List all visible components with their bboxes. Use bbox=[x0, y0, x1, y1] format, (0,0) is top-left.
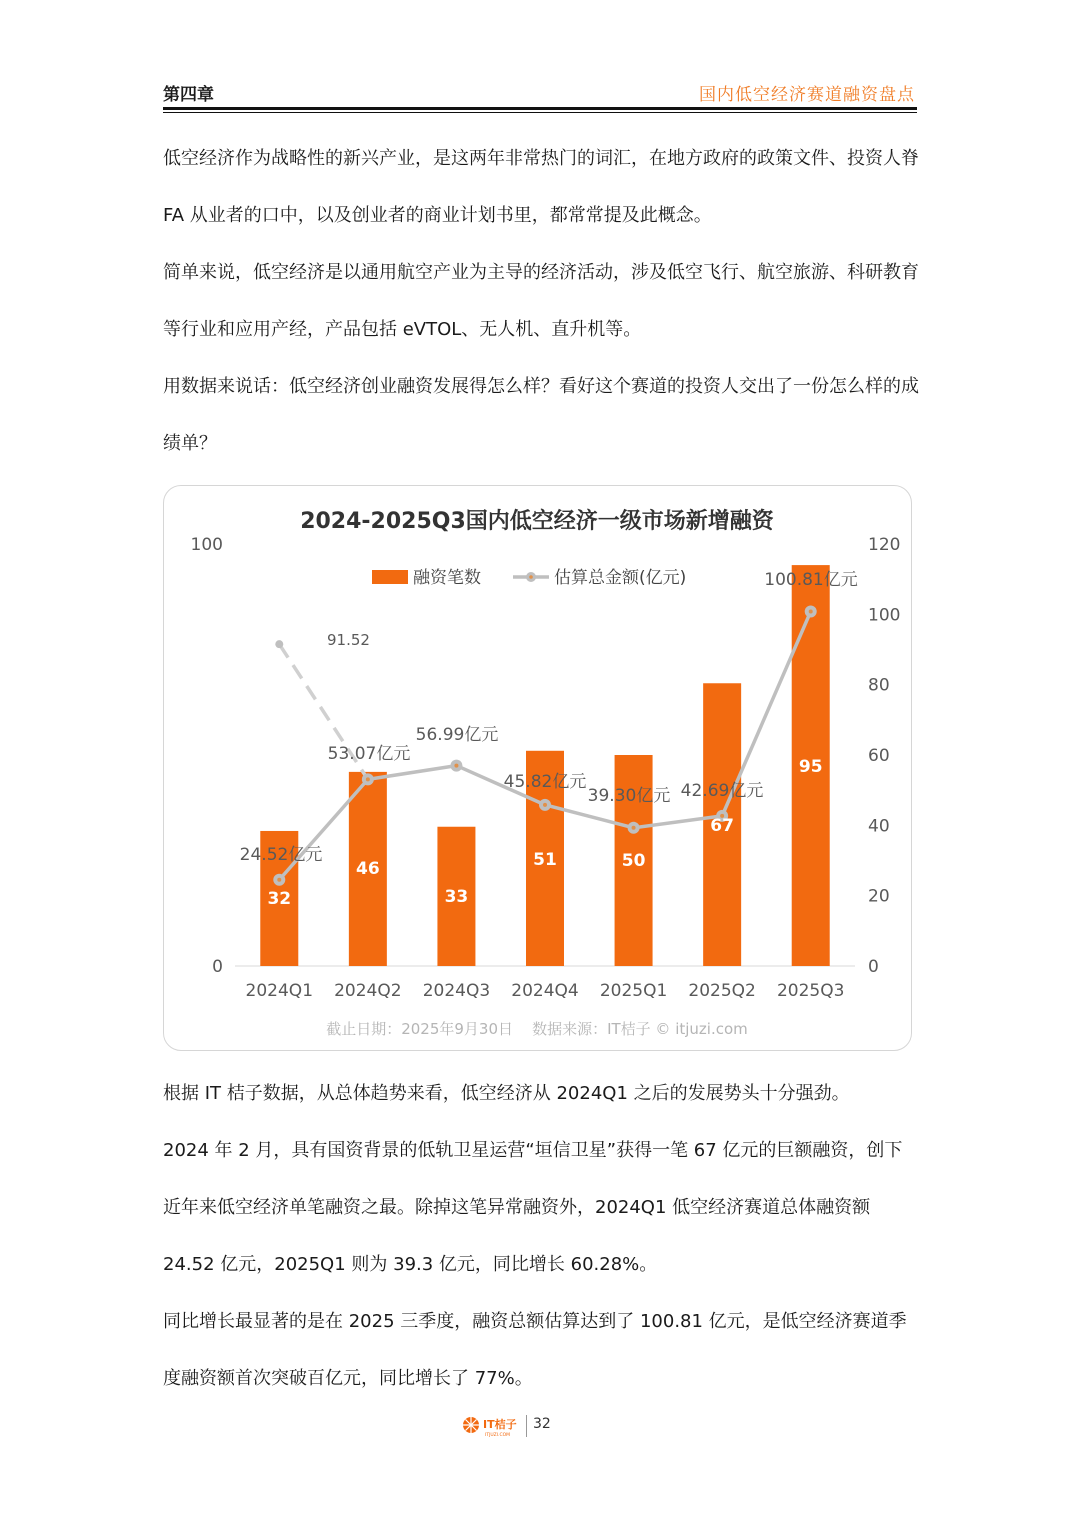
legend-line-marker-center bbox=[529, 575, 533, 579]
section-title: 国内低空经济赛道融资盘点 bbox=[699, 85, 915, 105]
line-label: 24.52亿元 bbox=[239, 845, 323, 865]
x-axis-tick: 2025Q1 bbox=[599, 981, 668, 1001]
chapter-label: 第四章 bbox=[163, 85, 214, 105]
bar-label: 50 bbox=[621, 851, 646, 871]
logo-text: IT桔子 bbox=[483, 1418, 517, 1431]
right-axis-tick: 100 bbox=[868, 605, 901, 626]
data-labels bbox=[240, 570, 858, 909]
right-axis-tick: 60 bbox=[868, 746, 890, 766]
paragraph-intro: 低空经济作为战略性的新兴产业，是这两年非常热门的词汇，在地方政府的政策文件、投资人脊 FA 从业者的口中，以及创业者的商业计划书里，都常常提及此概念。 bbox=[163, 148, 919, 226]
bar-label: 32 bbox=[267, 889, 292, 909]
line-label: 39.30亿元 bbox=[587, 786, 671, 806]
x-axis-tick: 2024Q4 bbox=[511, 981, 579, 1001]
line-point-center bbox=[632, 826, 636, 830]
outlier-label: 91.52 bbox=[327, 631, 370, 649]
itjuzi-logo bbox=[462, 1413, 524, 1439]
chart-source-note: 截止日期：2025年9月30日 数据来源：IT桔子 © itjuzi.com bbox=[326, 1020, 748, 1038]
left-axis-tick: 100 bbox=[190, 535, 223, 555]
paragraph-question: 用数据来说话：低空经济创业融资发展得怎么样？看好这个赛道的投资人交出了一份怎么样的成绩单？ bbox=[163, 376, 919, 454]
outlier-point bbox=[275, 640, 283, 648]
line-label: 100.81亿元 bbox=[764, 570, 858, 590]
paragraph-definition: 简单来说，低空经济是以通用航空产业为主导的经济活动，涉及低空飞行、航空旅游、科研教育等行业和应用产经，产品包括 eVTOL、无人机、直升机等。 bbox=[163, 262, 919, 340]
paragraph-detail: 2024 年 2 月，具有国资背景的低轨卫星运营“垣信卫星”获得一笔 67 亿元的巨额融资，创下近年来低空经济单笔融资之最。除掉这笔异常融资外，2024Q1 低空经济赛道总体融资额 24.52 亿元，2025Q1 则为 39.3 亿元，同比增长 60.28%。 bbox=[163, 1140, 903, 1275]
line-point-center bbox=[366, 777, 370, 781]
bar-label: 33 bbox=[444, 887, 469, 907]
bar-label: 51 bbox=[533, 850, 557, 870]
paragraph-growth: 同比增长最显著的是在 2025 三季度，融资总额估算达到了 100.81 亿元，是低空经济赛道季度融资额首次突破百亿元，同比增长了 77%。 bbox=[163, 1311, 907, 1389]
x-axis-tick: 2024Q2 bbox=[334, 981, 402, 1001]
line-label: 42.69亿元 bbox=[680, 781, 764, 801]
x-axis-tick: 2024Q1 bbox=[245, 981, 314, 1001]
line-label: 53.07亿元 bbox=[327, 744, 411, 764]
legend-bar-swatch bbox=[372, 570, 408, 584]
page-number: 32 bbox=[533, 1416, 551, 1432]
chart-legend bbox=[372, 568, 686, 588]
left-axis-tick: 0 bbox=[212, 957, 223, 977]
financing-chart bbox=[163, 485, 912, 1051]
chart-title: 2024-2025Q3国内低空经济一级市场新增融资 bbox=[300, 509, 774, 534]
paragraph-trend: 根据 IT 桔子数据，从总体趋势来看，低空经济从 2024Q1 之后的发展势头十分强劲。 bbox=[163, 1083, 850, 1104]
line-point-center bbox=[277, 878, 281, 882]
right-axis-tick: 20 bbox=[868, 886, 890, 907]
right-axis-tick: 120 bbox=[868, 535, 901, 555]
right-axis-tick: 80 bbox=[868, 675, 890, 696]
right-axis-tick: 40 bbox=[868, 816, 890, 837]
bar-label: 67 bbox=[710, 816, 734, 836]
x-axis-tick: 2025Q3 bbox=[776, 981, 845, 1001]
x-axis-tick: 2025Q2 bbox=[688, 981, 756, 1001]
header-rule-thick bbox=[163, 107, 917, 110]
line-label: 45.82亿元 bbox=[503, 772, 587, 792]
line-point-center bbox=[454, 764, 458, 768]
line-point-center bbox=[809, 609, 813, 613]
bar-label: 46 bbox=[356, 859, 380, 879]
logo-subtext: ITJUZI.COM bbox=[485, 1433, 511, 1438]
right-axis-tick: 0 bbox=[868, 957, 879, 977]
bar-label: 95 bbox=[798, 757, 823, 777]
x-axis-tick: 2024Q3 bbox=[422, 981, 491, 1001]
header-rule-thin bbox=[163, 112, 917, 113]
line-point-center bbox=[543, 803, 547, 807]
footer-separator bbox=[526, 1415, 527, 1437]
line-label: 56.99亿元 bbox=[415, 725, 499, 745]
legend-line-label: 估算总金额(亿元) bbox=[554, 568, 687, 588]
legend-bar-label: 融资笔数 bbox=[413, 568, 481, 588]
